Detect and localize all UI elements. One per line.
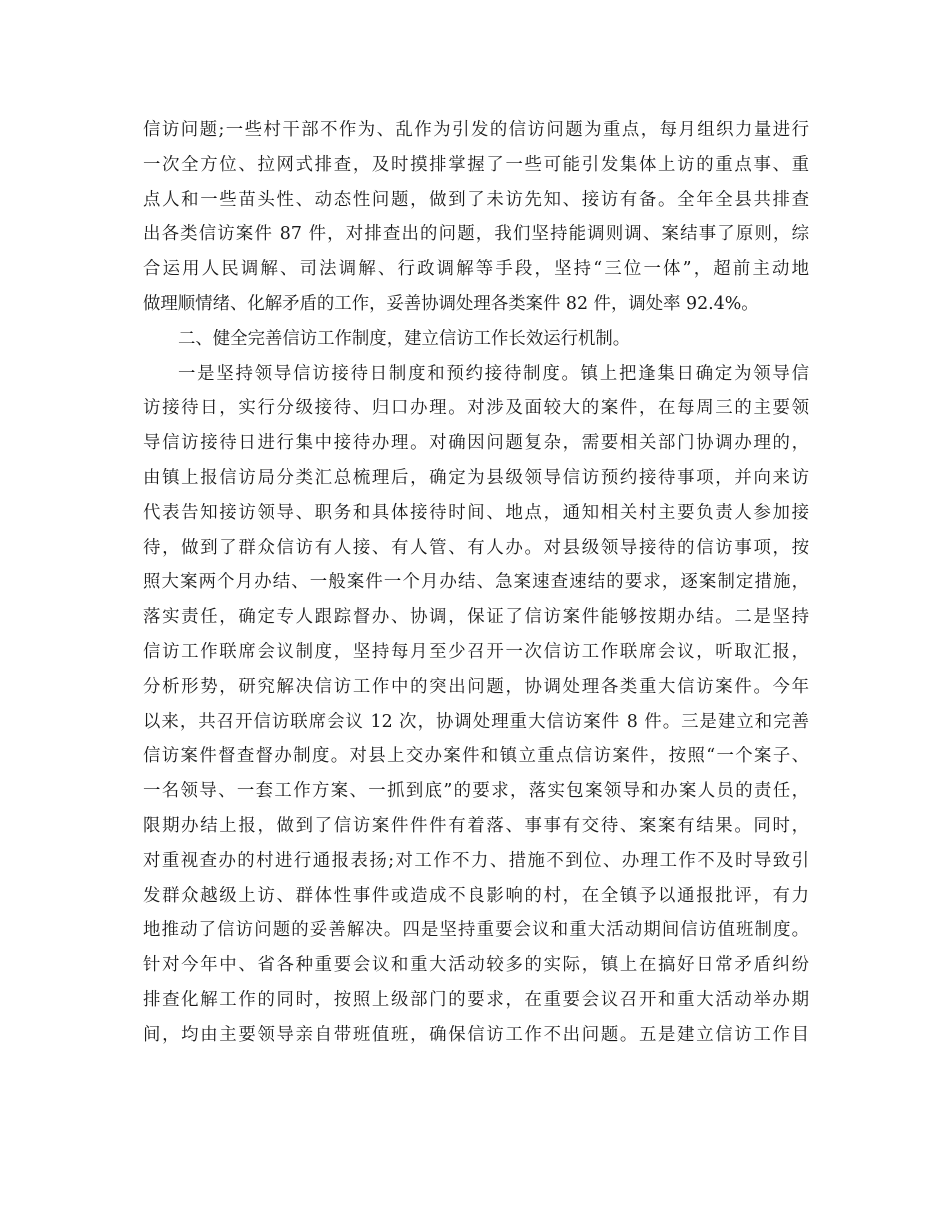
text-line: 一次全方位、拉网式排查，及时摸排掌握了一些可能引发集体上访的重点事、重	[143, 154, 809, 175]
text-line: 发群众越级上访、群体性事件或造成不良影响的村，在全镇予以通报批评，有力	[143, 885, 809, 906]
text-line: 二、健全完善信访工作制度，建立信访工作长效运行机制。	[178, 328, 631, 349]
text-line: 一是坚持领导信访接待日制度和预约接待制度。镇上把逢集日确定为领导信	[178, 363, 809, 384]
text-line: 分析形势，研究解决信访工作中的突出问题，协调处理各类重大信访案件。今年	[143, 676, 809, 697]
text-line: 排查化解工作的同时，按照上级部门的要求，在重要会议召开和重大活动举办期	[143, 989, 809, 1010]
text-line: 合运用人民调解、司法调解、行政调解等手段，坚持“三位一体”，超前主动地	[143, 259, 809, 280]
text-line: 落实责任，确定专人跟踪督办、协调，保证了信访案件能够按期办结。二是坚持	[143, 607, 809, 628]
text-line: 间，均由主要领导亲自带班值班，确保信访工作不出问题。五是建立信访工作目	[143, 1024, 809, 1045]
document-body	[143, 113, 809, 1053]
text-line: 信访工作联席会议制度，坚持每月至少召开一次信访工作联席会议，听取汇报，	[143, 641, 809, 662]
text-line: 针对今年中、省各种重要会议和重大活动较多的实际，镇上在搞好日常矛盾纠纷	[143, 955, 809, 976]
text-line: 代表告知接访领导、职务和具体接待时间、地点，通知相关村主要负责人参加接	[143, 502, 809, 523]
text-line: 照大案两个月办结、一般案件一个月办结、急案速查速结的要求，逐案制定措施，	[143, 572, 809, 593]
text-line: 信访问题;一些村干部不作为、乱作为引发的信访问题为重点，每月组织力量进行	[143, 120, 809, 140]
text-line: 对重视查办的村进行通报表扬;对工作不力、措施不到位、办理工作不及时导致引	[143, 850, 809, 871]
text-line: 点人和一些苗头性、动态性问题，做到了未访先知、接访有备。全年全县共排查	[143, 189, 809, 210]
text-line: 由镇上报信访局分类汇总梳理后，确定为县级领导信访预约接待事项，并向来访	[143, 467, 809, 488]
text-line: 导信访接待日进行集中接待办理。对确因问题复杂，需要相关部门协调办理的，	[143, 433, 809, 454]
text-line: 地推动了信访问题的妥善解决。四是坚持重要会议和重大活动期间信访值班制度。	[143, 920, 809, 941]
text-line: 限期办结上报，做到了信访案件件件有着落、事事有交待、案案有结果。同时，	[143, 815, 809, 836]
text-line: 出各类信访案件 87 件，对排查出的问题，我们坚持能调则调、案结事了原则，综	[143, 224, 809, 245]
text-line: 做理顺情绪、化解矛盾的工作，妥善协调处理各类案件 82 件，调处率 92.4%。	[143, 293, 759, 314]
text-line: 访接待日，实行分级接待、归口办理。对涉及面较大的案件，在每周三的主要领	[143, 398, 809, 419]
text-line: 待，做到了群众信访有人接、有人管、有人办。对县级领导接待的信访事项，按	[143, 537, 809, 558]
text-line: 一名领导、一套工作方案、一抓到底”的要求，落实包案领导和办案人员的责任，	[143, 781, 809, 802]
text-line: 以来，共召开信访联席会议 12 次，协调处理重大信访案件 8 件。三是建立和完善	[143, 711, 809, 732]
text-line: 信访案件督查督办制度。对县上交办案件和镇立重点信访案件，按照“一个案子、	[143, 746, 809, 767]
